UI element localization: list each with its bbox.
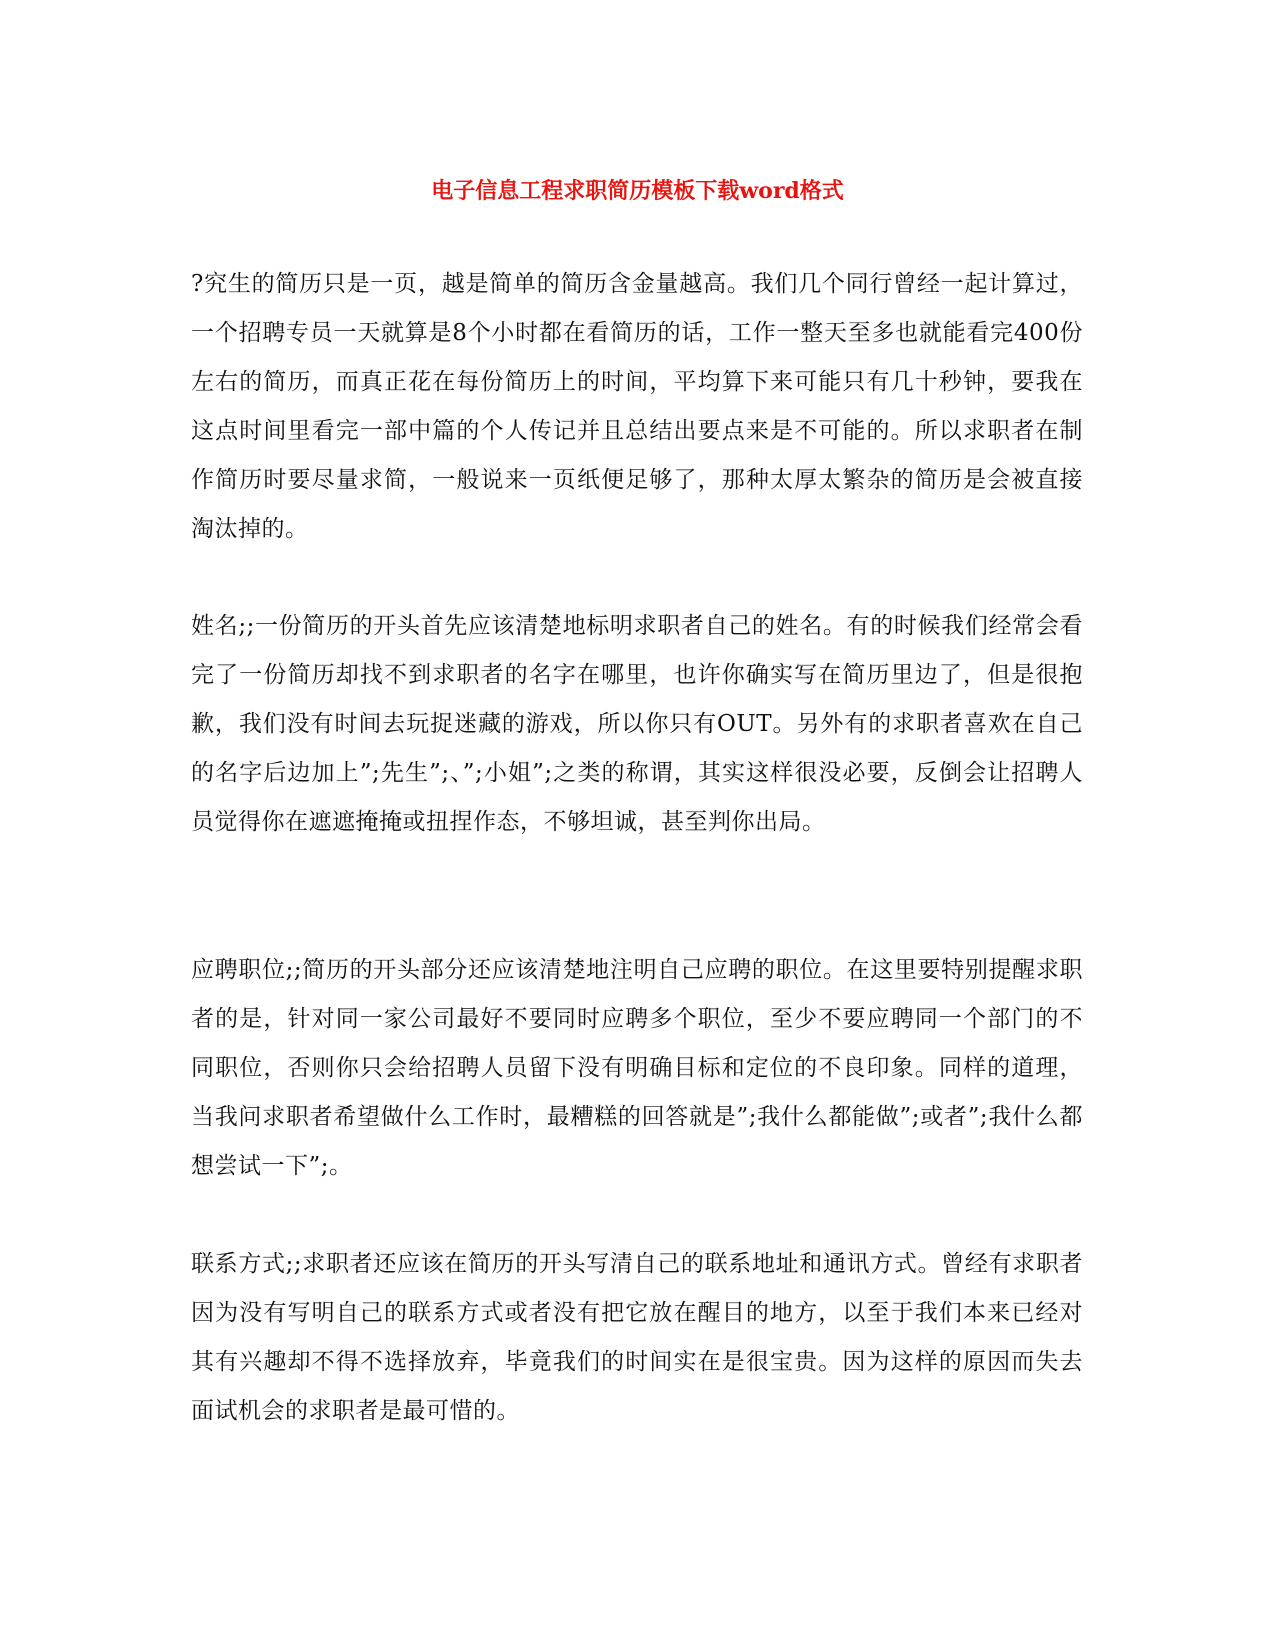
paragraph-intro: ?究生的简历只是一页，越是简单的简历含金量越高。我们几个同行曾经一起计算过，一个招聘专员一天就算是8个小时都在看简历的话，工作一整天至多也就能看完400份左右的简历，而真正花在每份简历上的时间，平均算下来可能只有几十秒钟，要我在这点时间里看完一部中篇的个人传记并且总结出要点来是不可能的。所以求职者在制作简历时要尽量求简，一般说来一页纸便足够了，那种太厚太繁杂的简历是会被直接淘汰掉的。 xyxy=(191,271,1083,542)
paragraph-position: 应聘职位;;简历的开头部分还应该清楚地注明自己应聘的职位。在这里要特别提醒求职者的是，针对同一家公司最好不要同时应聘多个职位，至少不要应聘同一个部门的不同职位，否则你只会给招聘人员留下没有明确目标和定位的不良印象。同样的道理，当我问求职者希望做什么工作时，最糟糕的回答就是”;我什么都能做”;或者”;我什么都想尝试一下”;。 xyxy=(191,957,1083,1179)
paragraph-contact: 联系方式;;求职者还应该在简历的开头写清自己的联系地址和通讯方式。曾经有求职者因为没有写明自己的联系方式或者没有把它放在醒目的地方，以至于我们本来已经对其有兴趣却不得不选择放弃，毕竟我们的时间实在是很宝贵。因为这样的原因而失去面试机会的求职者是最可惜的。 xyxy=(191,1251,1083,1424)
paragraph-name: 姓名;;一份简历的开头首先应该清楚地标明求职者自己的姓名。有的时候我们经常会看完了一份简历却找不到求职者的名字在哪里，也许你确实写在简历里边了，但是很抱歉，我们没有时间去玩捉迷藏的游戏，所以你只有OUT。另外有的求职者喜欢在自己的名字后边加上”;先生”;、”;小姐”;之类的称谓，其实这样很没必要，反倒会让招聘人员觉得你在遮遮掩掩或扭捏作态，不够坦诚，甚至判你出局。 xyxy=(191,613,1083,835)
document-title: 电子信息工程求职简历模板下载word格式 xyxy=(431,178,844,204)
